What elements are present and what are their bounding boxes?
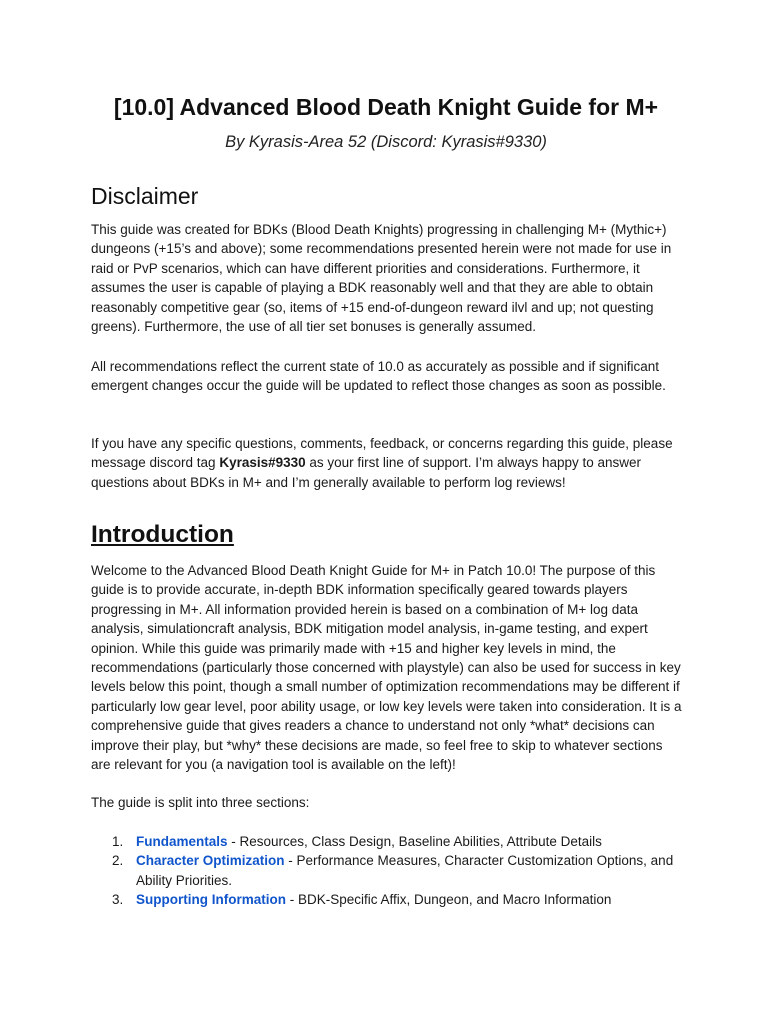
list-number: 1.: [112, 834, 124, 849]
guide-sections-list: [91, 832, 683, 910]
disclaimer-paragraph-1: This guide was created for BDKs (Blood Death Knights) progressing in challenging M+ (Mythic+) dungeons (+15’s and above); some recommendations presented herein were not made for use in raid or PvP scenarios, which can have different priorities and considerations. Furthermore, it assumes the user is capable of playing a BDK reasonably well and that they are able to obtain reasonably competitive gear (so, items of +15 end-of-dungeon reward ilvl and up; not questing greens). Furthermore, the use of all tier set bonuses is generally assumed.: [91, 222, 672, 335]
disclaimer-heading: Disclaimer: [91, 183, 199, 209]
list-item-supporting-information: [91, 890, 683, 909]
disclaimer-paragraph-2: All recommendations reflect the current state of 10.0 as accurately as possible and if significant emergent changes occur the guide will be updated to reflect those changes as soon as possible.: [91, 359, 666, 394]
introduction-paragraph-2: The guide is split into three sections:: [91, 795, 310, 810]
character-optimization-link[interactable]: Character Optimization: [136, 853, 285, 869]
document-subtitle: By Kyrasis-Area 52 (Discord: Kyrasis#9330): [225, 133, 547, 151]
list-item-character-optimization: [91, 851, 683, 890]
disclaimer-paragraph-3-text-after: as your first line of support. I’m always happy to answer questions about BDKs in M+ and I’m generally available to perform log reviews!: [91, 455, 642, 490]
character-optimization-description: - Performance Measures, Character Customization Options, and Ability Priorities.: [136, 853, 674, 888]
document-title: [10.0] Advanced Blood Death Knight Guide for M+: [113, 94, 659, 120]
list-number: 3.: [112, 892, 124, 908]
discord-tag: Kyrasis#9330: [219, 455, 306, 471]
supporting-information-description: - BDK-Specific Affix, Dungeon, and Macro Information: [285, 892, 612, 908]
disclaimer-paragraph-3: [91, 434, 683, 492]
introduction-paragraph-1: Welcome to the Advanced Blood Death Knight Guide for M+ in Patch 10.0! The purpose of this guide is to provide accurate, in-depth BDK information specifically geared towards players progressing in M+. All information provided herein is based on a combination of M+ log data analysis, simulationcraft analysis, BDK mitigation model analysis, in-game testing, and expert opinion. While this guide was primarily made with +15 and higher key levels in mind, the recommendations (particularly those concerned with playstyle) can also be used for success in key levels below this point, though a small number of optimization recommendations may be different if particularly low gear level, poor ability usage, or low key levels were taken into consideration. It is a comprehensive guide that gives readers a chance to understand not only *what* decisions can improve their play, but *why* these decisions are made, so feel free to skip to whatever sections are relevant for you (a navigation tool is available on the left)!: [91, 563, 682, 773]
list-item-fundamentals: [91, 832, 683, 851]
introduction-heading: Introduction: [91, 521, 234, 548]
supporting-information-link[interactable]: Supporting Information: [136, 892, 286, 908]
list-number: 2.: [112, 853, 124, 869]
disclaimer-paragraph-3-text-before: If you have any specific questions, comments, feedback, or concerns regarding this guide, please message discord tag: [91, 436, 673, 471]
fundamentals-link[interactable]: Fundamentals: [136, 834, 228, 849]
fundamentals-description: - Resources, Class Design, Baseline Abilities, Attribute Details: [227, 834, 602, 849]
